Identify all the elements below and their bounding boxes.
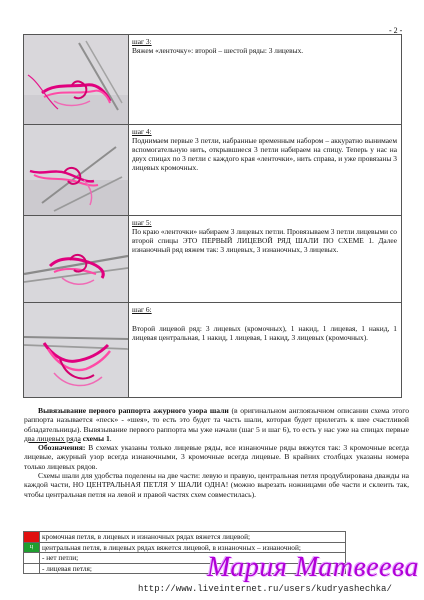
legend-text: центральная петля, в лицевых рядах вяжется лицевой, в изнаночных – изнаночной; — [40, 542, 346, 553]
step-4-title: шаг 4: — [132, 127, 152, 136]
legend-symbol-red — [24, 532, 40, 543]
legend-symbol-empty — [24, 553, 40, 564]
step-6-photo — [24, 303, 128, 397]
step-3-photo-cell — [24, 35, 129, 125]
step-5-photo — [24, 216, 128, 302]
step-5-text: По краю «ленточки» набираем 3 лицевых петли. Провязываем 3 петли лицевыми со второй спицы ЭТО ПЕРВЫЙ ЛИЦЕВОЙ РЯД ШАЛИ ПО СХЕМЕ 1. Далее изнаночный ряд вяжем так: 3 лицевых, 3 изнаночных, 3 лицевых. — [132, 227, 397, 254]
step-4-text: Поднимаем первые 3 петли, набранные временным набором – аккуратно вынимаем вспомогательную нить, открывшиеся 3 петли набираем на спицу. Теперь у нас на двух спицах по 3 петли с каждого края «ленточки», нить справа, и уже провязаны 3 лицевых кромочных. — [132, 136, 397, 172]
step-6-text-cell — [129, 303, 402, 398]
legend-text: кромочная петля, в лицевых и изнаночных рядах вяжется лицевой; — [40, 532, 346, 543]
step-6-text: Второй лицевой ряд: 3 лицевых (кромочных), 1 накид, 1 лицевая, 1 накид, 1 лицевая центральная, 1 накид, 1 лицевая, 1 накид, 3 лицевых (кромочных). — [132, 324, 397, 342]
step-5-photo-cell — [24, 216, 129, 303]
legend-symbol-empty — [24, 563, 40, 574]
caption-paragraph-1: Вывязывание первого раппорта ажурного узора шали (в оригинальном англоязычном описании схема этого раппорта называется «песк» - «шея», то есть это будет та часть шали, которая будет прилегать к шее счастливой обладательницы). Вывязывание первого раппорта мы уже начали (шаг 5 и шаг 6), то есть у нас уже на спицах первые два лицевых ряда схемы 1. — [24, 406, 409, 443]
step-5-title: шаг 5: — [132, 218, 152, 227]
legend-text: - лицевая петля; — [40, 563, 346, 574]
step-6-photo-cell — [24, 303, 129, 398]
legend-row — [24, 542, 346, 553]
step-3-title: шаг 3: — [132, 37, 152, 46]
step-row-5 — [24, 216, 402, 303]
step-row-4 — [24, 125, 402, 216]
caption-paragraph-3: Схемы шали для удобства поделены на две части: левую и правую, центральная петля продублирована дважды на каждой части, НО ЦЕНТРАЛЬНАЯ ПЕТЛЯ У ШАЛИ ОДНА! (можно вырезать ножницами обе части и склеить так, чтобы центральная петля на левой и правой частях схем совместилась). — [24, 471, 409, 499]
step-4-photo-cell — [24, 125, 129, 216]
footer-url-link[interactable]: http://www.liveinternet.ru/users/kudryashechka/ — [138, 584, 392, 594]
steps-table — [23, 34, 402, 398]
step-4-text-cell — [129, 125, 402, 216]
step-5-text-cell — [129, 216, 402, 303]
step-row-6 — [24, 303, 402, 398]
caption-block — [24, 406, 409, 499]
step-6-title: шаг 6: — [132, 305, 152, 314]
author-signature: Мария Матвеева — [207, 552, 420, 583]
step-row-3 — [24, 35, 402, 125]
step-3-photo — [24, 35, 128, 124]
legend-row — [24, 532, 346, 543]
legend-symbol-green: ц — [24, 542, 40, 553]
step-3-text-cell — [129, 35, 402, 125]
step-3-text: Вяжем «ленточку»: второй – шестой ряды: 3 лицевых. — [132, 46, 304, 55]
page-number: - 2 - — [389, 26, 403, 35]
step-4-photo — [24, 125, 128, 215]
caption-paragraph-2: Обозначения: В схемах указаны только лицевые ряды, все изнаночные ряды вяжутся так: 3 кромочные всегда лицевые, ажурный узор всегда изнаночными, 3 кромочные всегда лицевые. В крайних столбцах указаны номера только лицевых рядов. — [24, 443, 409, 471]
legend-text: - нет петли; — [40, 553, 346, 564]
caption-heading: Вывязывание первого раппорта ажурного узора шали — [38, 406, 229, 415]
legend-heading: Обозначения: — [38, 443, 86, 453]
